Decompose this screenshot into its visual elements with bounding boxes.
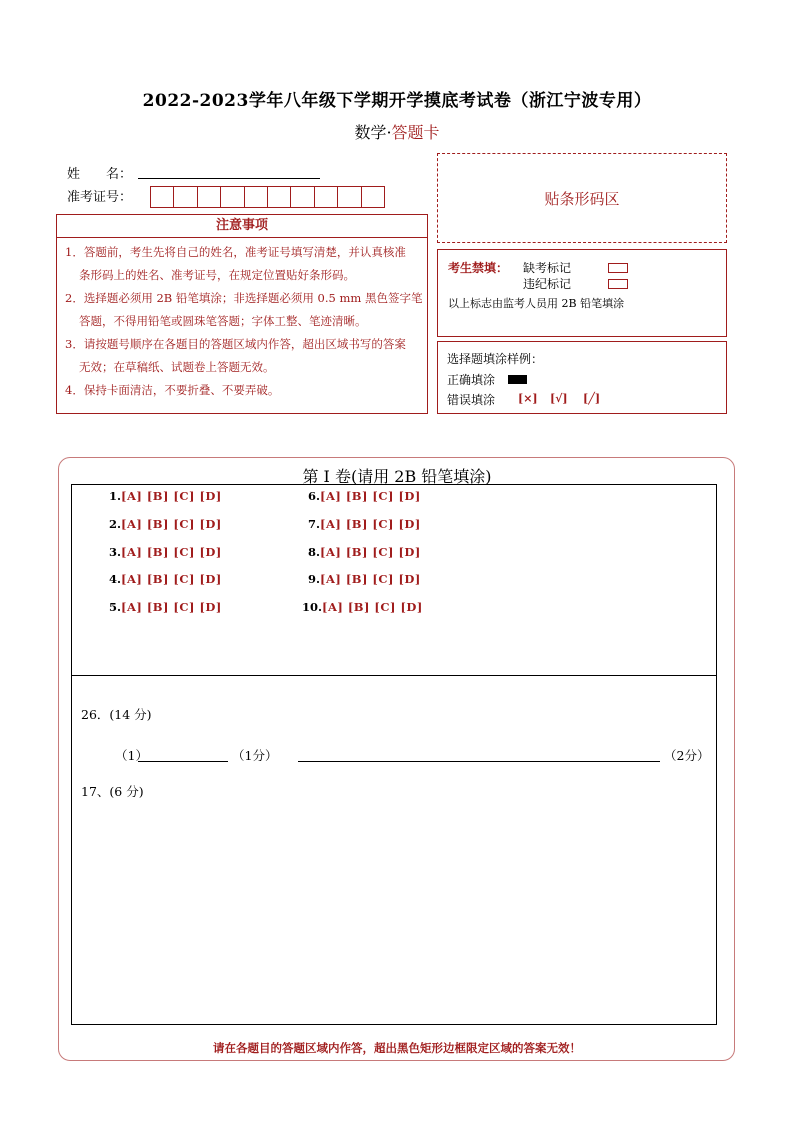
subject-title [0,120,794,143]
exam-title: 2022-2023学年八年级下学期开学摸底考试卷（浙江宁波专用） [142,91,652,111]
notice-heading: 注意事项 [57,215,427,238]
q26-score2: （2分） [664,748,710,763]
notice-line: 条形码上的姓名、准考证号，在规定位置贴好条形码。 [79,268,355,282]
wrong-fill-label: 错误填涂 [447,393,496,407]
wrong-mark: [√] [550,392,568,405]
mcq-question[interactable] [109,572,222,586]
answer-options[interactable]: [A] [B] [C] [D] [121,600,222,614]
answer-options[interactable]: [A] [B] [C] [D] [320,545,421,559]
question-number: 3. [109,545,122,559]
q26-part2-blank[interactable] [298,761,660,762]
id-digit-box[interactable] [244,186,268,208]
question-number: 6. [308,489,321,503]
forbidden-label: 考生禁填： [448,261,509,275]
notice-line: 3．请按题号顺序在各题目的答题区域内作答，超出区域书写的答案 [65,337,406,351]
footer-warning: 请在各题目的答题区域内作答，超出黑色矩形边框限定区域的答案无效！ [213,1041,581,1055]
q26-part1-label: （1） [115,748,148,763]
question-number: 9. [308,572,321,586]
violation-label: 违纪标记 [523,277,572,291]
answer-options[interactable]: [A] [B] [C] [D] [121,572,222,586]
id-digit-box[interactable] [361,186,385,208]
notice-item [57,333,427,379]
mcq-question[interactable] [308,517,421,531]
q26-label: 26．(14 分) [81,707,152,722]
question-number: 2. [109,517,122,531]
section-1-title: 第 I 卷(请用 2B 铅笔填涂) [302,467,492,486]
correct-fill-label: 正确填涂 [447,373,496,387]
correct-fill-mark [508,375,527,384]
id-digit-box[interactable] [197,186,221,208]
violation-mark-box[interactable] [608,279,628,289]
mcq-question[interactable] [109,600,222,614]
id-digit-box[interactable] [314,186,338,208]
question-number: 5. [109,600,122,614]
mcq-question[interactable] [109,545,222,559]
notice-line: 1．答题前，考生先将自己的姓名，准考证号填写清楚，并认真核准 [65,245,406,259]
fill-sample-box [437,341,727,414]
id-digit-box[interactable] [337,186,361,208]
wrong-mark: [×] [518,392,538,405]
mcq-question[interactable] [302,600,423,614]
name-field[interactable] [138,178,320,179]
id-digit-box[interactable] [267,186,291,208]
id-digit-box[interactable] [173,186,197,208]
answer-options[interactable]: [A] [B] [C] [D] [322,600,423,614]
id-number-boxes[interactable] [151,186,385,208]
notice-line: 2．选择题必须用 2B 铅笔填涂；非选择题必须用 0.5 mm 黑色签字笔 [65,291,423,305]
answer-options[interactable]: [A] [B] [C] [D] [121,545,222,559]
question-number: 1. [109,489,122,503]
notice-line: 无效；在草稿纸、试题卷上答题无效。 [79,360,275,374]
question-number: 7. [308,517,321,531]
subject-suffix: 答题卡 [391,123,440,142]
id-digit-box[interactable] [290,186,314,208]
answer-options[interactable]: [A] [B] [C] [D] [121,517,222,531]
id-digit-box[interactable] [220,186,244,208]
barcode-label: 贴条形码区 [544,189,620,208]
absent-mark-box[interactable] [608,263,628,273]
question-number: 8. [308,545,321,559]
fill-sample-heading: 选择题填涂样例： [447,352,544,366]
answer-options[interactable]: [A] [B] [C] [D] [320,489,421,503]
answer-options[interactable]: [A] [B] [C] [D] [320,517,421,531]
examinee-forbidden-box [437,249,727,337]
q26-part1-blank[interactable] [138,761,228,762]
free-response-box [71,675,717,1025]
notice-line: 答题，不得用铅笔或圆珠笔答题；字体工整、笔迹清晰。 [79,314,367,328]
id-digit-box[interactable] [150,186,174,208]
notice-box [56,214,428,414]
mcq-question[interactable] [308,489,421,503]
mcq-question[interactable] [308,572,421,586]
q26-score1: （1分） [232,748,278,763]
question-number: 4. [109,572,122,586]
name-label: 姓 名： [67,167,133,182]
answer-options[interactable]: [A] [B] [C] [D] [121,489,222,503]
absent-label: 缺考标记 [523,261,572,275]
id-label: 准考证号： [67,190,133,205]
answer-options[interactable]: [A] [B] [C] [D] [320,572,421,586]
barcode-area [437,153,727,243]
q17-label: 17、(6 分) [81,784,144,799]
question-number: 10. [302,600,323,614]
subject-prefix: 数学· [354,123,392,142]
notice-item [57,379,427,402]
mcq-question[interactable] [308,545,421,559]
notice-line: 4．保持卡面清洁，不要折叠、不要弄破。 [65,383,280,397]
notice-item [57,241,427,287]
notice-item [57,287,427,333]
mcq-question[interactable] [109,517,222,531]
forbidden-note: 以上标志由监考人员用 2B 铅笔填涂 [448,297,625,310]
wrong-mark: [╱] [583,392,601,405]
mcq-question[interactable] [109,489,222,503]
